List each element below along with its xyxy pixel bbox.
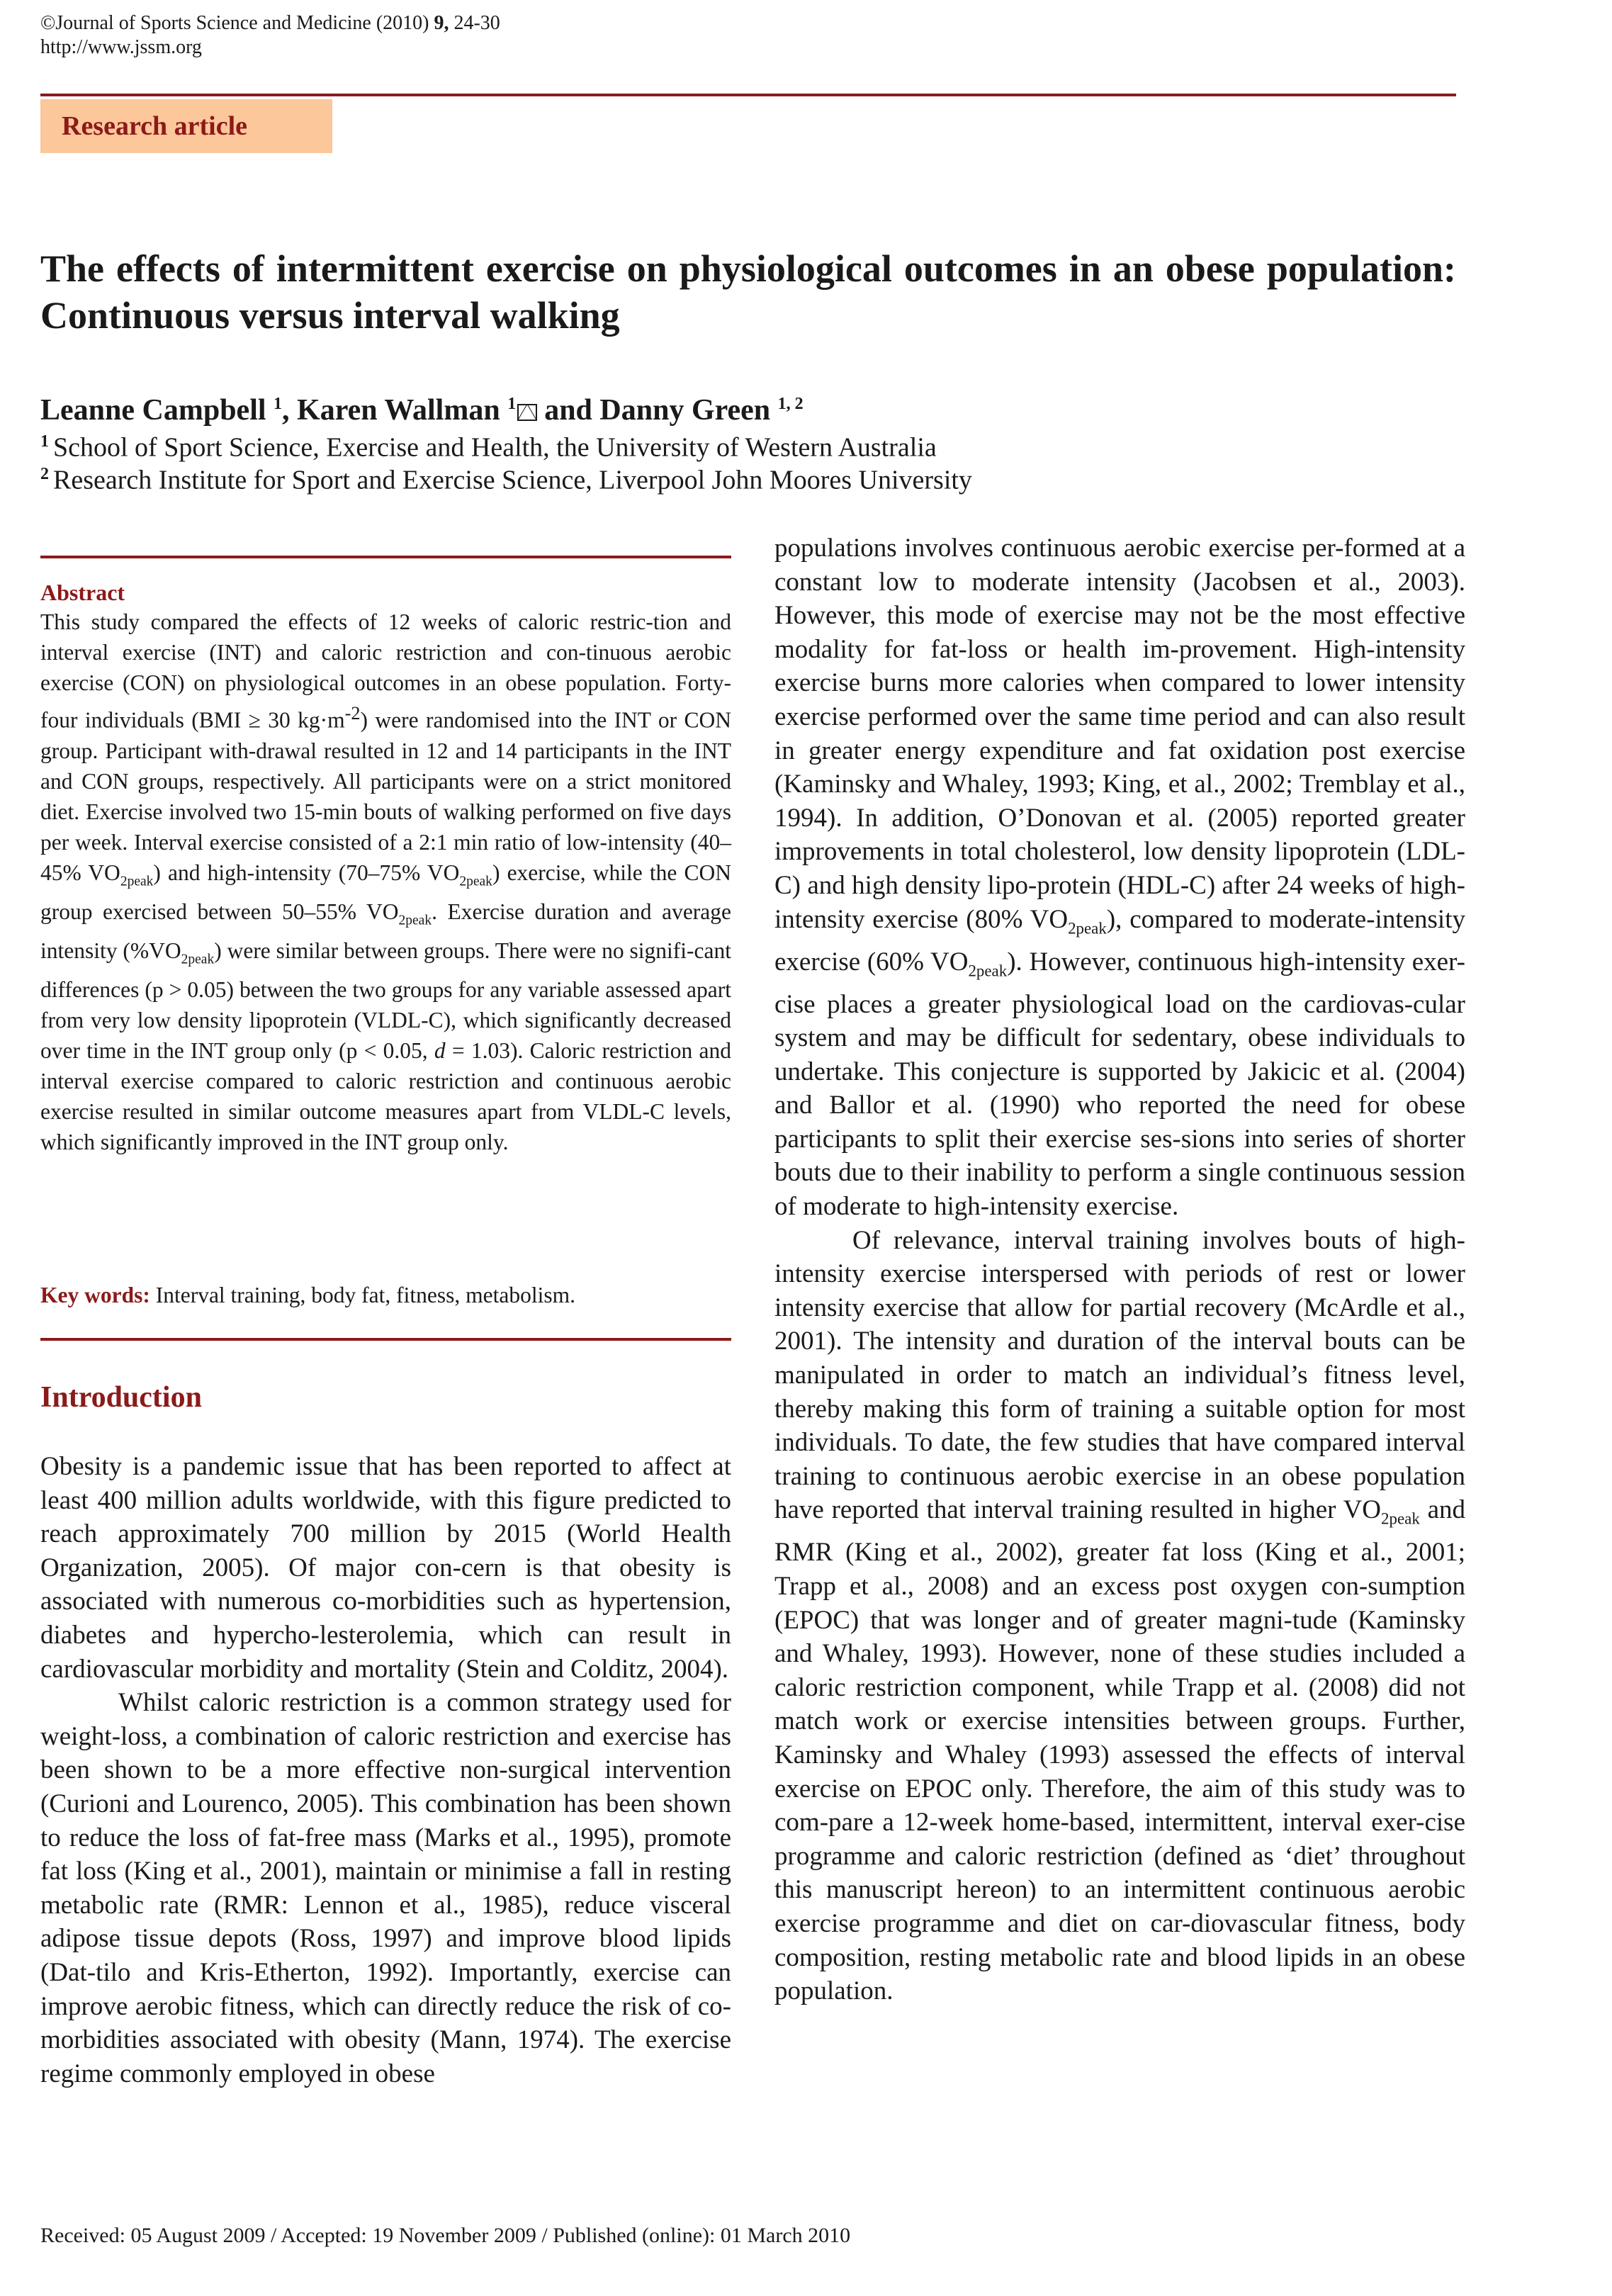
intro-text: ). However, continuous high-intensity exer-cise places a greater physiological load on the cardiovas-cular system and may be difficult for sedentary, obese individuals to undertake. This conjecture is supported by Jakicic et al. (2004) and Ballor et al. (1990) who reported the need for obese participants to split their exercise ses-sions into series of shorter bouts due to their inability to perform a single continuous session of moderate to high-intensity exercise. [774, 947, 1465, 1222]
intro-text: populations involves continuous aerobic exercise per-formed at a constant low to moderate intensity (Jacobsen et al., 2003). However, this mode of exercise may not be the most effective modality for fat-loss or health im-provement. High-intensity exercise burns more calories when compared to lower intensity exercise performed over the same time period and can also result in greater energy expenditure and fat oxidation post exercise (Kaminsky and Whaley, 1993; King, et al., 2002; Tremblay et al., 1994). In addition, O’Donovan et al. (2005) reported greater improvements in total cholesterol, low density lipoprotein (LDL-C) and high density lipo-protein (HDL-C) after 24 weeks of high-intensity exercise (80% VO [774, 534, 1465, 934]
abstract-italic: d [434, 1038, 446, 1064]
intro-paragraph [774, 1224, 1465, 2008]
intro-paragraph: Whilst caloric restriction is a common strategy used for weight-loss, a combination of caloric restriction and exercise has been shown to be a more effective non-surgical intervention (Curioni and Lourenco, 2005). This combination has been shown to reduce the loss of fat-free mass (Marks et al., 1995), promote fat loss (King et al., 2001), maintain or minimise a fall in resting metabolic rate (RMR: Lennon et al., 1985), reduce visceral adipose tissue depots (Ross, 1997) and improve blood lipids (Dat-tilo and Kris-Etherton, 1992). Importantly, exercise can improve aerobic fitness, which can directly reduce the risk of co-morbidities associated with obesity (Mann, 1974). The exercise regime commonly employed in obese [40, 1688, 731, 2088]
author-list [40, 386, 804, 429]
intro-sub: 2peak [1068, 918, 1107, 937]
abstract-sub: 2peak [398, 913, 432, 928]
abstract-body [40, 607, 731, 1157]
intro-sub: 2peak [968, 961, 1008, 979]
intro-text: ), compared to moderate-intensity exercise (60% VO [774, 904, 1465, 977]
affiliation-text: Research Institute for Sport and Exercise Science, Liverpool John Moores University [53, 465, 972, 495]
journal-header [40, 11, 500, 60]
publication-dates: Received: 05 August 2009 / Accepted: 19 November 2009 / Published (online): 01 March 2010 [40, 2224, 851, 2247]
journal-volume: 9, [434, 12, 449, 34]
author-name: Leanne Campbell [40, 394, 266, 427]
affiliation-text: School of Sport Science, Exercise and Health, the University of Western Australia [53, 432, 937, 463]
author-affil-sup: 1 [507, 395, 517, 413]
intro-sub: 2peak [1381, 1509, 1420, 1528]
abstract-text: = 1.03). Caloric restriction and interval exercise compared to caloric restriction and continuous aerobic exercise resulted in similar outcome measures apart from VLDL-C levels, which significantly improved in the INT group only. [40, 1038, 731, 1155]
abstract-sub: 2peak [120, 873, 154, 889]
author-name: and Danny Green [544, 394, 771, 427]
abstract-text: ) exercise, while the CON group exercised between 50–55% VO [40, 860, 732, 924]
left-column [40, 1450, 731, 2090]
abstract-text: ) and high-intensity (70–75% VO [153, 860, 460, 885]
author-affil-sup: 1 [274, 395, 283, 413]
keywords-text: Interval training, body fat, fitness, metabolism. [150, 1283, 575, 1307]
intro-paragraph: Obesity is a pandemic issue that has been reported to affect at least 400 million adults worldwide, with this figure predicted to reach approximately 700 million by 2015 (World Health Organization, 2005). Of major con-cern is that obesity is associated with numerous co-morbidities such as hypertension, diabetes and hyperchо-lesterolemia, which can result in cardiovascular morbidity and mortality (Stein and Colditz, 2004). [40, 1452, 731, 1684]
header-rule [40, 94, 1456, 96]
intro-paragraph [774, 531, 1465, 1224]
intro-text: Of relevance, interval training involves bouts of high-intensity exercise interspersed with periods of rest or lower intensity exercise that allow for partial recovery (McArdle et al., 2001). The intensity and duration of the interval bouts can be manipulated in order to match an individual’s fitness level, thereby making this form of training a suitable option for most individuals. To date, the few studies that have compared interval training to continuous aerobic exercise in an obese population have reported that interval training resulted in higher VO [774, 1225, 1465, 1525]
envelope-icon[interactable] [517, 404, 537, 421]
abstract-bottom-rule [40, 1338, 731, 1341]
abstract-sub: 2peak [459, 873, 492, 889]
intro-text: and RMR (King et al., 2002), greater fat loss (King et al., 2001; Trapp et al., 2008) and an excess post oxygen con-sumption (EPOC) that was longer and of greater magni-tude (Kaminsky and Whaley, 1993). However, none of these studies included a caloric restriction component, while Trapp et al. (2008) did not match work or exercise intensities between groups. Further, Kaminsky and Whaley (1993) assessed the effects of interval exercise on EPOC only. Therefore, the aim of this study was to com-pare a 12-week home-based, intermittent, interval exer-cise programme and caloric restriction (defined as ‘diet’ throughout this manuscript hereon) to an intermittent continuous aerobic exercise programme and diet on car-diovascular fitness, body composition, resting metabolic rate and blood lipids in an obese population. [774, 1495, 1465, 2006]
abstract-heading: Abstract [40, 580, 125, 605]
article-type-badge: Research article [40, 99, 332, 153]
abstract-text: This study compared the effects of 12 weeks of caloric restric-tion and interval exercise (INT) and caloric restriction and con-tinuous aerobic exercise (CON) on physiological outcomes in an obese population. Forty-four individuals (BMI ≥ 30 kg·m [40, 609, 731, 733]
affiliation-2 [40, 458, 972, 497]
keywords-label: Key words: [40, 1283, 150, 1307]
journal-citation: ©Journal of Sports Science and Medicine (2010) [40, 12, 429, 34]
abstract-text: ) were randomised into the INT or CON group. Participant with-drawal resulted in 12 and 14 participants in the INT and CON groups, respectively. All participants were on a strict monitored diet. Exercise involved two 15-min bouts of walking performed on five days per week. Interval exercise consisted of a 2:1 min ratio of low-intensity (40–45% VO [40, 707, 731, 885]
paper-title: The effects of intermittent exercise on physiological outcomes in an obese population: Continuous versus interval walking [40, 247, 1456, 337]
affiliation-number: 2 [40, 465, 49, 483]
affiliation-number: 1 [40, 432, 49, 451]
abstract-top-rule [40, 556, 731, 558]
keywords [40, 1283, 731, 1308]
author-affil-sup: 1, 2 [777, 395, 804, 413]
abstract-text: ) were similar between groups. There were no signifi-cant differences (p > 0.05) between the two groups for any variable assessed apart from very low density lipoprotein (VLDL-C), which significantly decreased over time in the INT group only (p < 0.05, [40, 938, 731, 1064]
journal-url[interactable]: http://www.jssm.org [40, 36, 202, 58]
abstract-sub: 2peak [181, 952, 215, 967]
abstract-text: . Exercise duration and average intensity (%VO [40, 899, 732, 964]
author-name: , Karen Wallman [282, 394, 500, 427]
journal-pages: 24-30 [453, 12, 500, 34]
right-column [774, 531, 1465, 2008]
abstract-sup: -2 [344, 703, 361, 724]
introduction-heading: Introduction [40, 1381, 202, 1414]
